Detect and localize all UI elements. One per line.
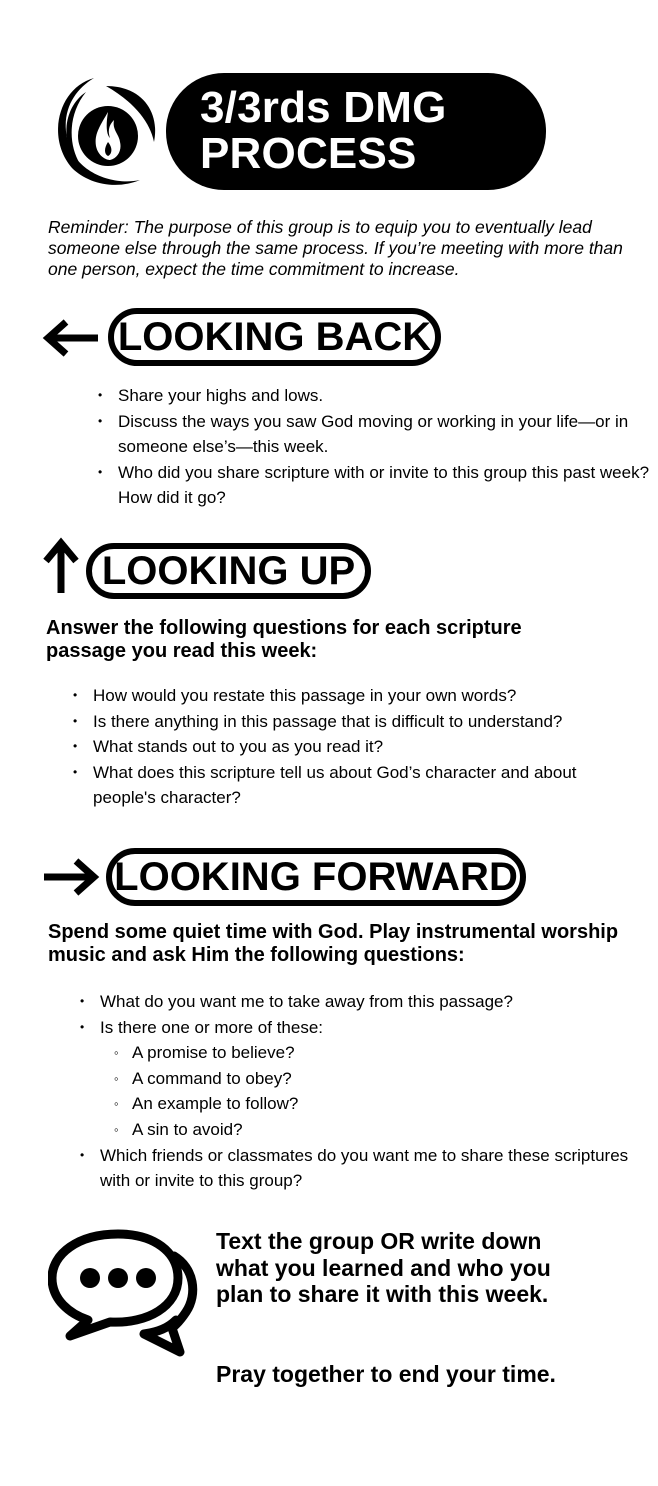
list-item: • Share your highs and lows. xyxy=(96,383,656,409)
title-line-1: 3/3rds DMG xyxy=(200,83,447,132)
looking-back-title: LOOKING BACK xyxy=(117,314,432,359)
sub-list-item: ◦ A sin to avoid? xyxy=(110,1117,638,1143)
title-line-2: PROCESS xyxy=(200,129,417,178)
sub-list-item: ◦ A promise to believe? xyxy=(110,1040,638,1066)
looking-forward-title: LOOKING FORWARD xyxy=(114,854,518,899)
flame-circle-icon xyxy=(50,72,158,188)
section-title-looking-forward xyxy=(106,848,526,906)
list-item xyxy=(78,1015,638,1143)
reminder-line-3: one person, expect the time commitment to increase. xyxy=(48,259,460,279)
looking-forward-list xyxy=(78,989,638,1194)
list-item: • Discuss the ways you saw God moving or working in your life—or in someone else’s—this week. xyxy=(96,409,656,460)
looking-up-lead: Answer the following questions for each scripture passage you read this week: xyxy=(46,617,522,662)
looking-forward-lead: Spend some quiet time with God. Play instrumental worship music and ask Him the following questions: xyxy=(48,921,619,966)
closing-instructions: Text the group OR write down what you learned and who you plan to share it with this week. xyxy=(216,1228,551,1307)
list-item: • What does this scripture tell us about God’s character and about people's character? xyxy=(71,760,641,811)
list-item: • What stands out to you as you read it? xyxy=(71,734,641,760)
list-item: • Is there anything in this passage that is difficult to understand? xyxy=(71,709,641,735)
arrow-up-icon xyxy=(42,537,80,598)
title-pill xyxy=(166,73,546,190)
arrow-left-icon xyxy=(42,317,100,364)
reminder-line-1: Reminder: The purpose of this group is to equip you to eventually lead xyxy=(48,217,592,237)
looking-up-list xyxy=(71,683,641,811)
reminder-text xyxy=(48,217,658,280)
list-item-text: Is there one or more of these: xyxy=(100,1017,324,1037)
arrow-right-icon xyxy=(42,856,100,903)
looking-back-list xyxy=(96,383,656,511)
list-item: • Who did you share scripture with or invite to this group this past week? How did it go? xyxy=(96,460,656,511)
list-item: • How would you restate this passage in your own words? xyxy=(71,683,641,709)
reminder-line-2: someone else through the same process. If you’re meeting with more than xyxy=(48,238,623,258)
looking-up-title: LOOKING UP xyxy=(101,548,356,593)
closing-pray: Pray together to end your time. xyxy=(216,1361,556,1387)
sub-list xyxy=(100,1040,638,1142)
chat-bubbles-icon xyxy=(48,1228,198,1360)
list-item: • Which friends or classmates do you want me to share these scriptures with or invite to this group? xyxy=(78,1143,638,1194)
section-title-looking-up xyxy=(86,543,371,599)
sub-list-item: ◦ An example to follow? xyxy=(110,1091,638,1117)
list-item: • What do you want me to take away from this passage? xyxy=(78,989,638,1015)
sub-list-item: ◦ A command to obey? xyxy=(110,1066,638,1092)
section-title-looking-back xyxy=(108,308,441,366)
